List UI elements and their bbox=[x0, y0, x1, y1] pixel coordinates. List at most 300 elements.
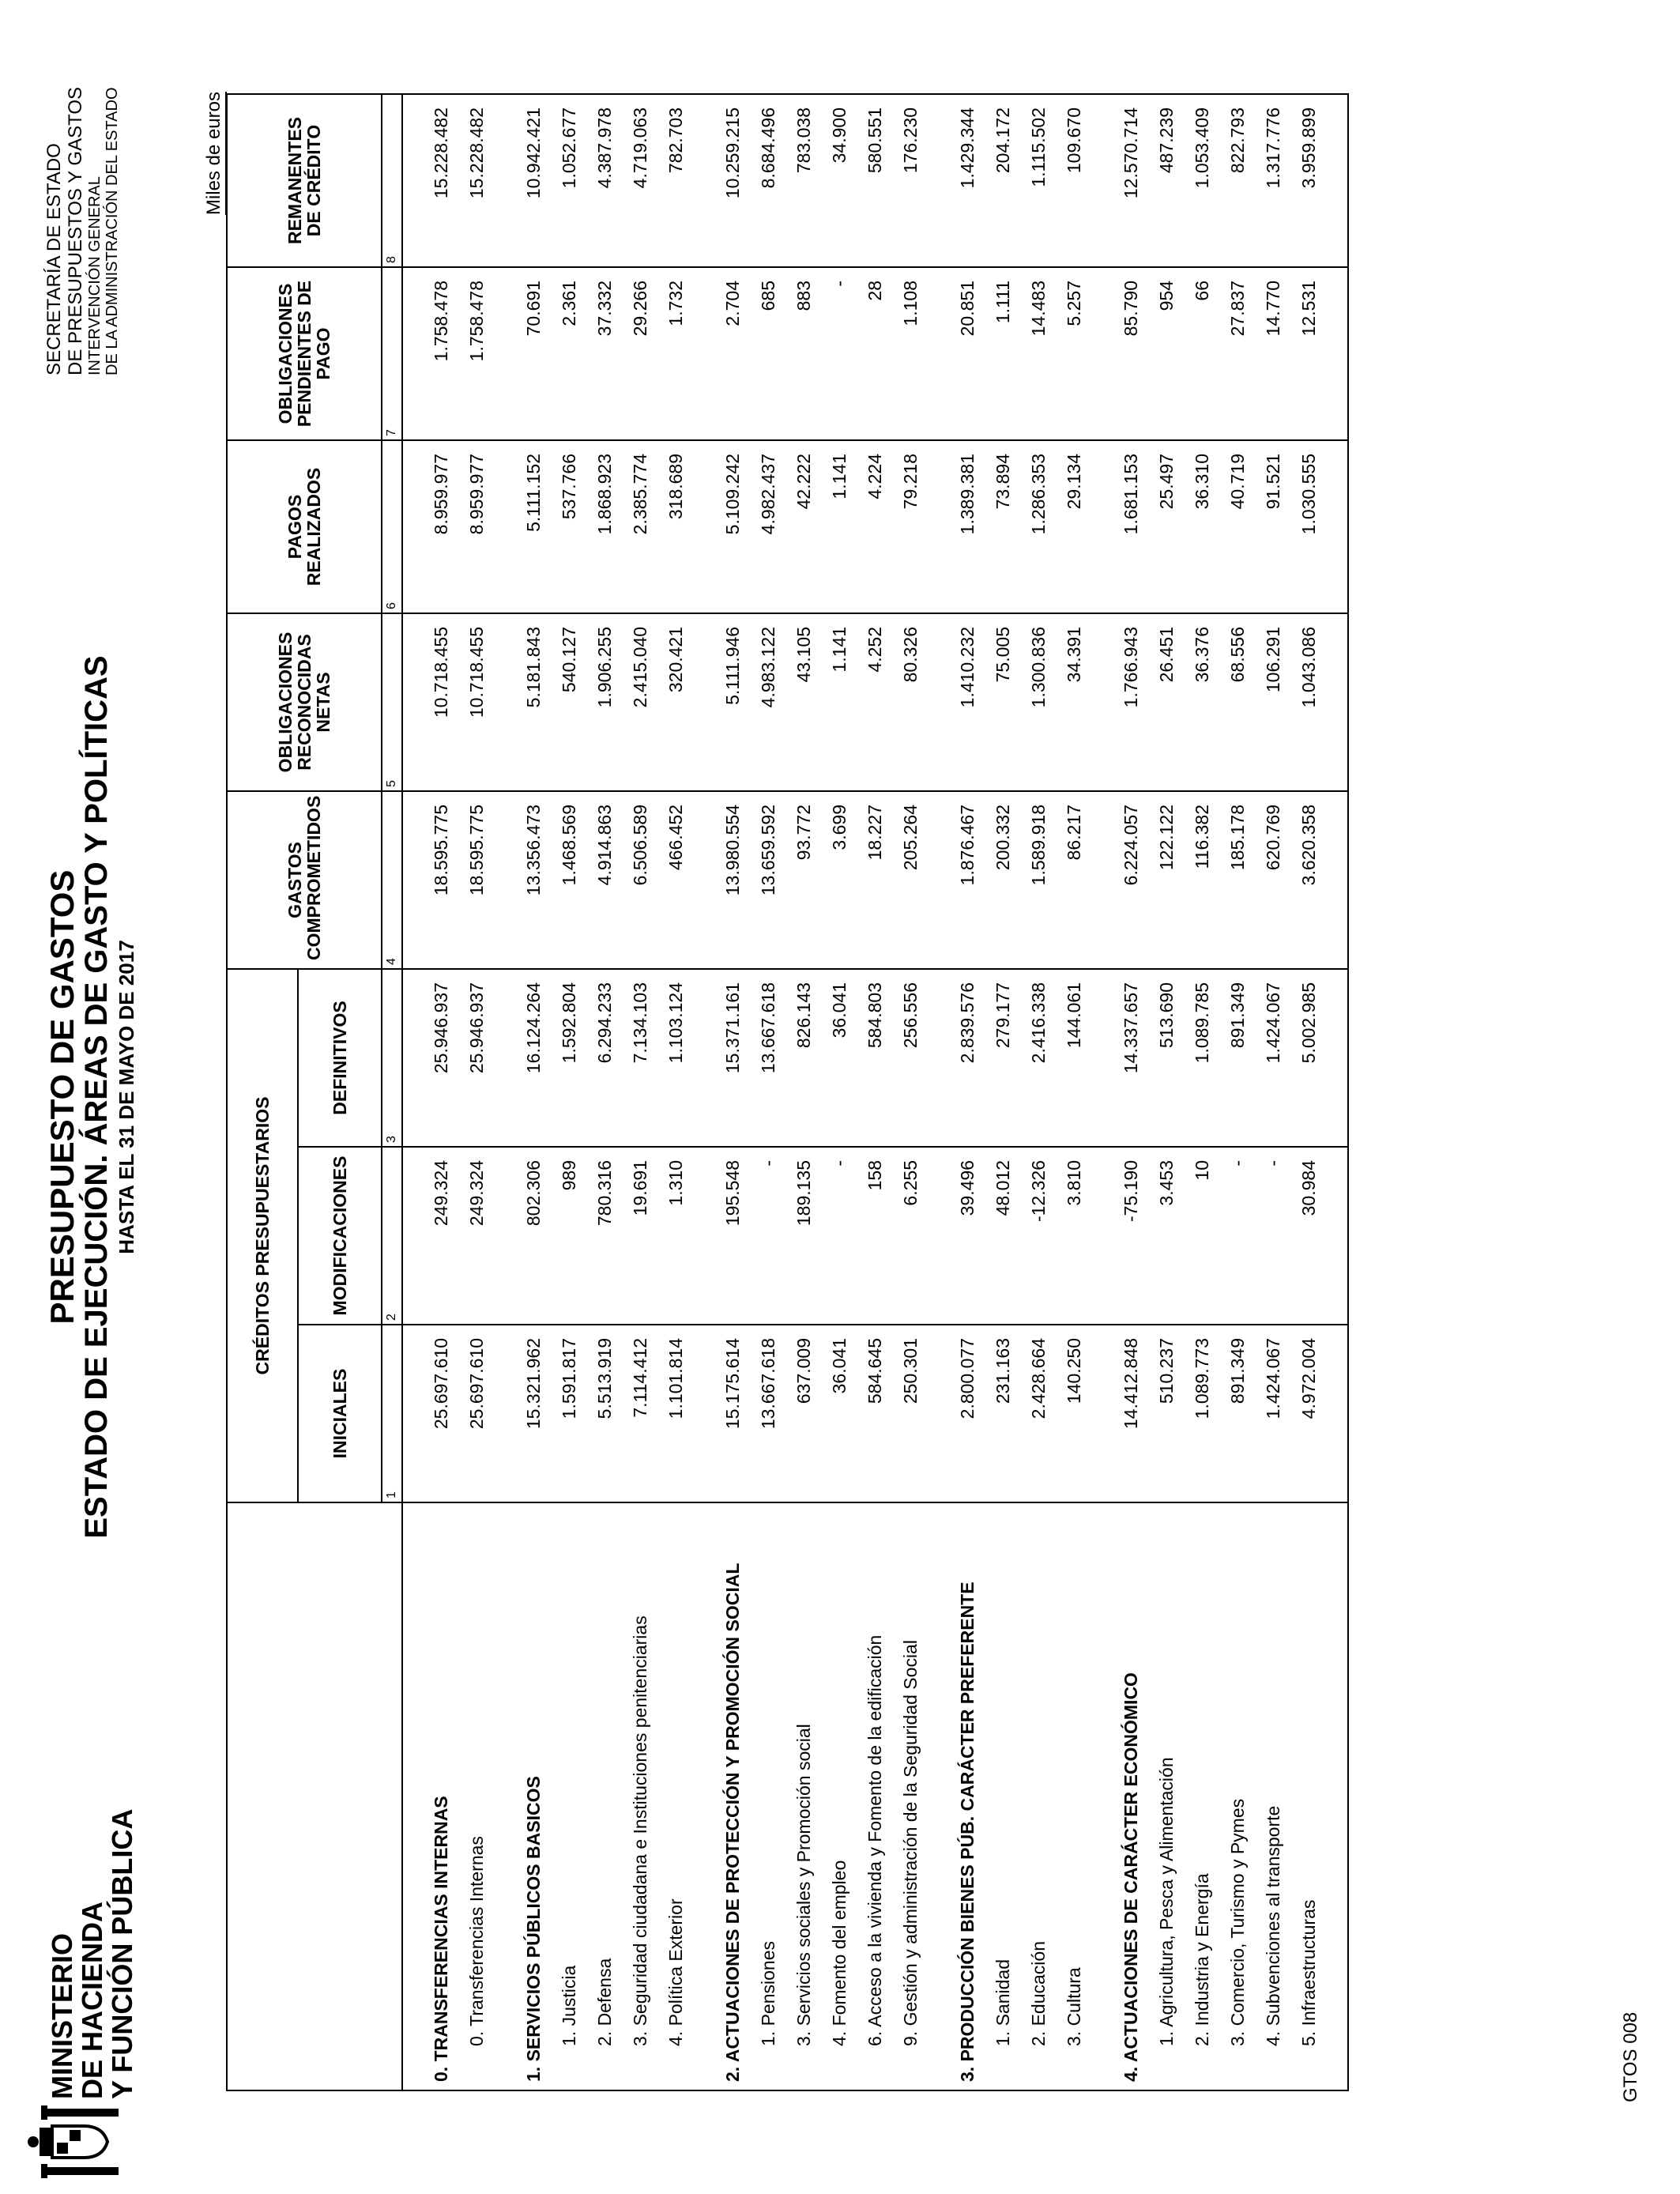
table-spacer bbox=[694, 94, 715, 2090]
table-cell: 4.982.437 bbox=[751, 440, 786, 613]
ministry-line: MINISTERIO bbox=[46, 1932, 78, 2099]
office-line: SECRETARÍA DE ESTADO bbox=[43, 143, 65, 376]
table-cell: 189.135 bbox=[786, 1147, 822, 1325]
spacer-cell bbox=[694, 1147, 715, 1325]
table-cell: 537.766 bbox=[552, 440, 587, 613]
table-cell: 13.980.554 bbox=[715, 791, 751, 969]
spacer-cell bbox=[1092, 1502, 1113, 2090]
table-cell: 256.556 bbox=[893, 969, 929, 1147]
table-cell: 6.224.057 bbox=[1113, 791, 1149, 969]
table-body bbox=[402, 94, 1348, 2090]
table-row-label: 3. Seguridad ciudadana e Instituciones penitenciarias bbox=[623, 1502, 658, 2090]
table-cell: 36.310 bbox=[1185, 440, 1220, 613]
table-row-label: 2. Educación bbox=[1021, 1502, 1057, 2090]
table-cell: 66 bbox=[1185, 267, 1220, 440]
table-row bbox=[1021, 94, 1057, 2090]
table-cell: 1.043.086 bbox=[1291, 613, 1327, 791]
column-number: 7 bbox=[382, 267, 402, 440]
table-cell: -75.190 bbox=[1113, 1147, 1149, 1325]
table-cell: 25.946.937 bbox=[424, 969, 459, 1147]
table-cell: - bbox=[822, 1147, 857, 1325]
table-cell: 140.250 bbox=[1057, 1325, 1092, 1502]
table-cell: -12.326 bbox=[1021, 1147, 1057, 1325]
table-cell: 1.141 bbox=[822, 613, 857, 791]
table-cell: 6.506.589 bbox=[623, 791, 658, 969]
table-cell: 12.570.714 bbox=[1113, 94, 1149, 267]
table-cell: 1.424.067 bbox=[1256, 1325, 1291, 1502]
table-cell: 19.691 bbox=[623, 1147, 658, 1325]
spacer-cell bbox=[694, 1502, 715, 2090]
spacer-cell bbox=[929, 1325, 950, 1502]
spacer-cell bbox=[1092, 1147, 1113, 1325]
table-cell: 116.382 bbox=[1185, 791, 1220, 969]
report-subtitle: ESTADO DE EJECUCIÓN. ÁREAS DE GASTO Y POLÍTICAS bbox=[79, 655, 114, 1539]
table-cell: 883 bbox=[786, 267, 822, 440]
table-cell: 204.172 bbox=[985, 94, 1021, 267]
table-cell: 2.800.077 bbox=[950, 1325, 985, 1502]
gastos-header: GASTOS COMPROMETIDOS bbox=[227, 791, 382, 969]
group-row-label: 4. ACTUACIONES DE CARÁCTER ECONÓMICO bbox=[1113, 1502, 1149, 2090]
table-cell: 782.703 bbox=[658, 94, 694, 267]
table-cell: 2.428.664 bbox=[1021, 1325, 1057, 1502]
spacer-cell bbox=[929, 791, 950, 969]
table-cell: - bbox=[822, 267, 857, 440]
spacer-cell bbox=[694, 1325, 715, 1502]
group-row bbox=[950, 94, 985, 2090]
table-spacer bbox=[495, 94, 516, 2090]
table-cell: 205.264 bbox=[893, 791, 929, 969]
table-row-label: 5. Infraestructuras bbox=[1291, 1502, 1327, 2090]
table-cell: 5.002.985 bbox=[1291, 969, 1327, 1147]
table-cell: 1.030.555 bbox=[1291, 440, 1327, 613]
table-cell: 29.266 bbox=[623, 267, 658, 440]
table-cell: 93.772 bbox=[786, 791, 822, 969]
table-cell: 73.894 bbox=[985, 440, 1021, 613]
table-cell: 510.237 bbox=[1149, 1325, 1185, 1502]
iniciales-header: INICIALES bbox=[298, 1325, 382, 1502]
table-cell: 3.453 bbox=[1149, 1147, 1185, 1325]
table-cell: 40.719 bbox=[1220, 440, 1256, 613]
table-cell: 1.906.255 bbox=[587, 613, 623, 791]
spacer-cell bbox=[1092, 440, 1113, 613]
table-cell: 1.089.785 bbox=[1185, 969, 1220, 1147]
table-cell: 12.531 bbox=[1291, 267, 1327, 440]
table-cell: 144.061 bbox=[1057, 969, 1092, 1147]
table-cell: 1.310 bbox=[658, 1147, 694, 1325]
table-cell: 1.681.153 bbox=[1113, 440, 1149, 613]
group-row bbox=[424, 94, 459, 2090]
table-cell: 1.053.409 bbox=[1185, 94, 1220, 267]
table-cell: 783.038 bbox=[786, 94, 822, 267]
spacer-cell bbox=[402, 1147, 424, 1325]
spacer-cell bbox=[1327, 1502, 1348, 2090]
column-number: 5 bbox=[382, 613, 402, 791]
table-cell: 4.972.004 bbox=[1291, 1325, 1327, 1502]
table-cell: 5.111.152 bbox=[516, 440, 552, 613]
spacer-cell bbox=[1092, 791, 1113, 969]
table-cell: 15.228.482 bbox=[424, 94, 459, 267]
table-row-label: 1. Sanidad bbox=[985, 1502, 1021, 2090]
table-cell: 25.697.610 bbox=[424, 1325, 459, 1502]
table-cell: 891.349 bbox=[1220, 1325, 1256, 1502]
table-cell: 6.294.233 bbox=[587, 969, 623, 1147]
table-cell: 5.181.843 bbox=[516, 613, 552, 791]
table-row-label: 9. Gestión y administración de la Seguridad Social bbox=[893, 1502, 929, 2090]
table-cell: 36.041 bbox=[822, 969, 857, 1147]
table-cell: 80.326 bbox=[893, 613, 929, 791]
spacer-cell bbox=[402, 267, 424, 440]
spacer-cell bbox=[929, 1502, 950, 2090]
table-cell: 989 bbox=[552, 1147, 587, 1325]
table-cell: 36.376 bbox=[1185, 613, 1220, 791]
obligaciones-header: OBLIGACIONES RECONOCIDAS NETAS bbox=[227, 613, 382, 791]
column-number: 4 bbox=[382, 791, 402, 969]
table-row-label: 2. Industria y Energía bbox=[1185, 1502, 1220, 2090]
spacer-cell bbox=[929, 613, 950, 791]
table-row-label: 4. Subvenciones al transporte bbox=[1256, 1502, 1291, 2090]
table-cell: 1.141 bbox=[822, 440, 857, 613]
table-cell: 1.111 bbox=[985, 267, 1021, 440]
table-cell: 4.387.978 bbox=[587, 94, 623, 267]
table-cell: 200.332 bbox=[985, 791, 1021, 969]
table-cell: 106.291 bbox=[1256, 613, 1291, 791]
table-cell: 6.255 bbox=[893, 1147, 929, 1325]
table-row bbox=[786, 94, 822, 2090]
table-cell: 25.497 bbox=[1149, 440, 1185, 613]
pendientes-header: OBLIGACIONES PENDIENTES DE PAGO bbox=[227, 267, 382, 440]
table-row-label: 4. Fomento del empleo bbox=[822, 1502, 857, 2090]
table-cell: 513.690 bbox=[1149, 969, 1185, 1147]
table-cell: 16.124.264 bbox=[516, 969, 552, 1147]
table-cell: 231.163 bbox=[985, 1325, 1021, 1502]
table-cell: 85.790 bbox=[1113, 267, 1149, 440]
table-cell: 249.324 bbox=[424, 1147, 459, 1325]
spacer-cell bbox=[1327, 267, 1348, 440]
column-number: 1 bbox=[382, 1325, 402, 1502]
spacer-cell bbox=[495, 969, 516, 1147]
table-cell: 30.984 bbox=[1291, 1147, 1327, 1325]
form-code: GTOS 008 bbox=[1620, 2011, 1641, 2102]
table-row-label: 1. Agricultura, Pesca y Alimentación bbox=[1149, 1502, 1185, 2090]
table-cell: 13.659.592 bbox=[751, 791, 786, 969]
table-cell: 15.175.614 bbox=[715, 1325, 751, 1502]
group-row bbox=[516, 94, 552, 2090]
table-cell: - bbox=[751, 1147, 786, 1325]
table-cell: 26.451 bbox=[1149, 613, 1185, 791]
table-cell: 637.009 bbox=[786, 1325, 822, 1502]
office-line: DE PRESUPUESTOS Y GASTOS bbox=[65, 87, 86, 376]
spacer-cell bbox=[402, 94, 424, 267]
table-cell: 91.521 bbox=[1256, 440, 1291, 613]
table-cell: 826.143 bbox=[786, 969, 822, 1147]
table-cell: 7.134.103 bbox=[623, 969, 658, 1147]
table-cell: 249.324 bbox=[459, 1147, 495, 1325]
group-row bbox=[1113, 94, 1149, 2090]
ministry-line: DE HACIENDA bbox=[76, 1901, 108, 2099]
table-row-label: 2. Defensa bbox=[587, 1502, 623, 2090]
table-cell: 36.041 bbox=[822, 1325, 857, 1502]
table-cell: 2.385.774 bbox=[623, 440, 658, 613]
spacer-cell bbox=[1327, 1147, 1348, 1325]
table-row bbox=[658, 94, 694, 2090]
table-cell: 584.803 bbox=[857, 969, 893, 1147]
spacer-cell bbox=[1092, 267, 1113, 440]
table-cell: 1.101.814 bbox=[658, 1325, 694, 1502]
table-cell: 620.769 bbox=[1256, 791, 1291, 969]
issuing-office bbox=[43, 87, 121, 375]
spacer-cell bbox=[402, 969, 424, 1147]
group-row-label: 0. TRANSFERENCIAS INTERNAS bbox=[424, 1502, 459, 2090]
table-cell: 954 bbox=[1149, 267, 1185, 440]
ministry-line: Y FUNCIÓN PÚBLICA bbox=[106, 1808, 138, 2099]
budget-table bbox=[226, 93, 1349, 2091]
table-cell: 1.592.804 bbox=[552, 969, 587, 1147]
table-cell: 13.356.473 bbox=[516, 791, 552, 969]
spacer-cell bbox=[929, 440, 950, 613]
table-row bbox=[1057, 94, 1092, 2090]
table-cell: 1.758.478 bbox=[459, 267, 495, 440]
table-cell: 4.224 bbox=[857, 440, 893, 613]
table-cell: 13.667.618 bbox=[751, 969, 786, 1147]
spacer-cell bbox=[929, 969, 950, 1147]
report-date: HASTA EL 31 DE MAYO DE 2017 bbox=[115, 940, 138, 1254]
table-cell: 68.556 bbox=[1220, 613, 1256, 791]
table-cell: 15.228.482 bbox=[459, 94, 495, 267]
creditos-group-header: CRÉDITOS PRESUPUESTARIOS bbox=[227, 969, 298, 1502]
spacer-cell bbox=[495, 440, 516, 613]
table-cell: 2.415.040 bbox=[623, 613, 658, 791]
spacer-cell bbox=[1327, 791, 1348, 969]
table-cell: 250.301 bbox=[893, 1325, 929, 1502]
table-row-label: 0. Transferencias Internas bbox=[459, 1502, 495, 2090]
spacer-cell bbox=[694, 969, 715, 1147]
unit-label: Miles de euros bbox=[203, 92, 227, 215]
table-spacer bbox=[1092, 94, 1113, 2090]
table-cell: 18.227 bbox=[857, 791, 893, 969]
spacer-cell bbox=[929, 1147, 950, 1325]
spacer-cell bbox=[495, 791, 516, 969]
spacer-cell bbox=[694, 94, 715, 267]
table-cell: 10 bbox=[1185, 1147, 1220, 1325]
table-cell: - bbox=[1220, 1147, 1256, 1325]
column-number: 3 bbox=[382, 969, 402, 1147]
table-cell: 1.758.478 bbox=[424, 267, 459, 440]
table-cell: 1.089.773 bbox=[1185, 1325, 1220, 1502]
spacer-cell bbox=[694, 440, 715, 613]
table-row-label: 3. Servicios sociales y Promoción social bbox=[786, 1502, 822, 2090]
table-cell: 1.115.502 bbox=[1021, 94, 1057, 267]
table-cell: 8.959.977 bbox=[424, 440, 459, 613]
spacer-cell bbox=[694, 791, 715, 969]
spacer-cell bbox=[495, 1325, 516, 1502]
table-cell: 34.900 bbox=[822, 94, 857, 267]
table-cell: 18.595.775 bbox=[459, 791, 495, 969]
spacer-cell bbox=[1092, 1325, 1113, 1502]
table-cell: 1.286.353 bbox=[1021, 440, 1057, 613]
table-cell: 1.052.677 bbox=[552, 94, 587, 267]
group-row-label: 2. ACTUACIONES DE PROTECCIÓN Y PROMOCIÓN SOCIAL bbox=[715, 1502, 751, 2090]
spacer-cell bbox=[929, 267, 950, 440]
table-cell: 3.620.358 bbox=[1291, 791, 1327, 969]
table-cell: 5.109.242 bbox=[715, 440, 751, 613]
table-row bbox=[1220, 94, 1256, 2090]
table-cell: 176.230 bbox=[893, 94, 929, 267]
table-cell: 86.217 bbox=[1057, 791, 1092, 969]
table-cell: - bbox=[1256, 1147, 1291, 1325]
table-cell: 1.468.569 bbox=[552, 791, 587, 969]
table-cell: 891.349 bbox=[1220, 969, 1256, 1147]
table-cell: 13.667.618 bbox=[751, 1325, 786, 1502]
table-cell: 28 bbox=[857, 267, 893, 440]
table-cell: 70.691 bbox=[516, 267, 552, 440]
report-title: PRESUPUESTO DE GASTOS bbox=[43, 869, 81, 1325]
table-cell: 185.178 bbox=[1220, 791, 1256, 969]
table-cell: 1.300.836 bbox=[1021, 613, 1057, 791]
column-number: 8 bbox=[382, 94, 402, 267]
table-row bbox=[857, 94, 893, 2090]
spacer-cell bbox=[1092, 94, 1113, 267]
spacer-cell bbox=[1327, 1325, 1348, 1502]
table-row bbox=[1291, 94, 1327, 2090]
table-cell: 3.699 bbox=[822, 791, 857, 969]
spacer-cell bbox=[929, 94, 950, 267]
table-cell: 1.103.124 bbox=[658, 969, 694, 1147]
group-row bbox=[715, 94, 751, 2090]
table-cell: 5.257 bbox=[1057, 267, 1092, 440]
table-cell: 2.839.576 bbox=[950, 969, 985, 1147]
table-row bbox=[623, 94, 658, 2090]
table-cell: 318.689 bbox=[658, 440, 694, 613]
spacer-cell bbox=[495, 1502, 516, 2090]
table-cell: 75.005 bbox=[985, 613, 1021, 791]
table-cell: 1.589.918 bbox=[1021, 791, 1057, 969]
spacer-cell bbox=[402, 1325, 424, 1502]
table-cell: 2.361 bbox=[552, 267, 587, 440]
table-cell: 10.718.455 bbox=[424, 613, 459, 791]
definitivos-header: DEFINITIVOS bbox=[298, 969, 382, 1147]
table-spacer bbox=[1327, 94, 1348, 2090]
table-cell: 4.914.863 bbox=[587, 791, 623, 969]
table-cell: 109.670 bbox=[1057, 94, 1092, 267]
table-row bbox=[751, 94, 786, 2090]
table-cell: 48.012 bbox=[985, 1147, 1021, 1325]
table-cell: 29.134 bbox=[1057, 440, 1092, 613]
table-cell: 20.851 bbox=[950, 267, 985, 440]
table-cell: 780.316 bbox=[587, 1147, 623, 1325]
table-cell: 685 bbox=[751, 267, 786, 440]
table-cell: 1.389.381 bbox=[950, 440, 985, 613]
table-cell: 580.551 bbox=[857, 94, 893, 267]
table-cell: 25.946.937 bbox=[459, 969, 495, 1147]
table-row bbox=[985, 94, 1021, 2090]
table-cell: 466.452 bbox=[658, 791, 694, 969]
table-cell: 584.645 bbox=[857, 1325, 893, 1502]
table-cell: 14.483 bbox=[1021, 267, 1057, 440]
table-cell: 4.719.063 bbox=[623, 94, 658, 267]
table-row bbox=[822, 94, 857, 2090]
table-cell: 3.959.899 bbox=[1291, 94, 1327, 267]
spacer-cell bbox=[495, 613, 516, 791]
modificaciones-header: MODIFICACIONES bbox=[298, 1147, 382, 1325]
group-row-label: 1. SERVICIOS PÚBLICOS BASICOS bbox=[516, 1502, 552, 2090]
table-cell: 1.410.232 bbox=[950, 613, 985, 791]
table-cell: 487.239 bbox=[1149, 94, 1185, 267]
table-cell: 122.122 bbox=[1149, 791, 1185, 969]
table-cell: 15.321.962 bbox=[516, 1325, 552, 1502]
table-cell: 14.770 bbox=[1256, 267, 1291, 440]
table-cell: 1.424.067 bbox=[1256, 969, 1291, 1147]
table-cell: 320.421 bbox=[658, 613, 694, 791]
table-cell: 39.496 bbox=[950, 1147, 985, 1325]
table-row bbox=[459, 94, 495, 2090]
table-row bbox=[893, 94, 929, 2090]
table-row-label: 3. Cultura bbox=[1057, 1502, 1092, 2090]
spacer-cell bbox=[402, 613, 424, 791]
column-number: 2 bbox=[382, 1147, 402, 1325]
table-cell: 4.983.122 bbox=[751, 613, 786, 791]
table-row-label: 6. Acceso a la vivienda y Fomento de la edificación bbox=[857, 1502, 893, 2090]
table-cell: 158 bbox=[857, 1147, 893, 1325]
table-cell: 37.332 bbox=[587, 267, 623, 440]
remanentes-header: REMANENTES DE CRÉDITO bbox=[227, 94, 382, 267]
table-cell: 5.111.946 bbox=[715, 613, 751, 791]
table-row bbox=[1149, 94, 1185, 2090]
table-cell: 10.942.421 bbox=[516, 94, 552, 267]
table-cell: 8.959.977 bbox=[459, 440, 495, 613]
spacer-cell bbox=[495, 94, 516, 267]
spacer-cell bbox=[495, 1147, 516, 1325]
table-cell: 10.718.455 bbox=[459, 613, 495, 791]
table-cell: 8.684.496 bbox=[751, 94, 786, 267]
table-row-label: 1. Justicia bbox=[552, 1502, 587, 2090]
table-cell: 14.412.848 bbox=[1113, 1325, 1149, 1502]
group-row-label: 3. PRODUCCIÓN BIENES PÚB. CARÁCTER PREFERENTE bbox=[950, 1502, 985, 2090]
office-line: INTERVENCIÓN GENERAL bbox=[86, 176, 104, 376]
table-cell: 10.259.215 bbox=[715, 94, 751, 267]
table-cell: 34.391 bbox=[1057, 613, 1092, 791]
table-cell: 2.416.338 bbox=[1021, 969, 1057, 1147]
label-column-header bbox=[227, 1502, 402, 2090]
spacer-cell bbox=[1327, 969, 1348, 1147]
spacer-cell bbox=[402, 440, 424, 613]
table-cell: 3.810 bbox=[1057, 1147, 1092, 1325]
table-cell: 43.105 bbox=[786, 613, 822, 791]
column-number: 6 bbox=[382, 440, 402, 613]
spacer-cell bbox=[694, 267, 715, 440]
spacer-cell bbox=[402, 791, 424, 969]
table-cell: 1.868.923 bbox=[587, 440, 623, 613]
table-row-label: 1. Pensiones bbox=[751, 1502, 786, 2090]
spacer-cell bbox=[1092, 969, 1113, 1147]
table-row-label: 3. Comercio, Turismo y Pymes bbox=[1220, 1502, 1256, 2090]
table-cell: 18.595.775 bbox=[424, 791, 459, 969]
table-cell: 7.114.412 bbox=[623, 1325, 658, 1502]
spacer-cell bbox=[495, 267, 516, 440]
table-cell: 42.222 bbox=[786, 440, 822, 613]
table-cell: 5.513.919 bbox=[587, 1325, 623, 1502]
spacer-cell bbox=[1092, 613, 1113, 791]
table-cell: 1.766.943 bbox=[1113, 613, 1149, 791]
spacer-cell bbox=[1327, 613, 1348, 791]
table-row bbox=[1256, 94, 1291, 2090]
table-cell: 4.252 bbox=[857, 613, 893, 791]
table-cell: 79.218 bbox=[893, 440, 929, 613]
table-cell: 1.317.776 bbox=[1256, 94, 1291, 267]
table-cell: 1.591.817 bbox=[552, 1325, 587, 1502]
table-cell: 2.704 bbox=[715, 267, 751, 440]
table-cell: 14.337.657 bbox=[1113, 969, 1149, 1147]
table-cell: 279.177 bbox=[985, 969, 1021, 1147]
